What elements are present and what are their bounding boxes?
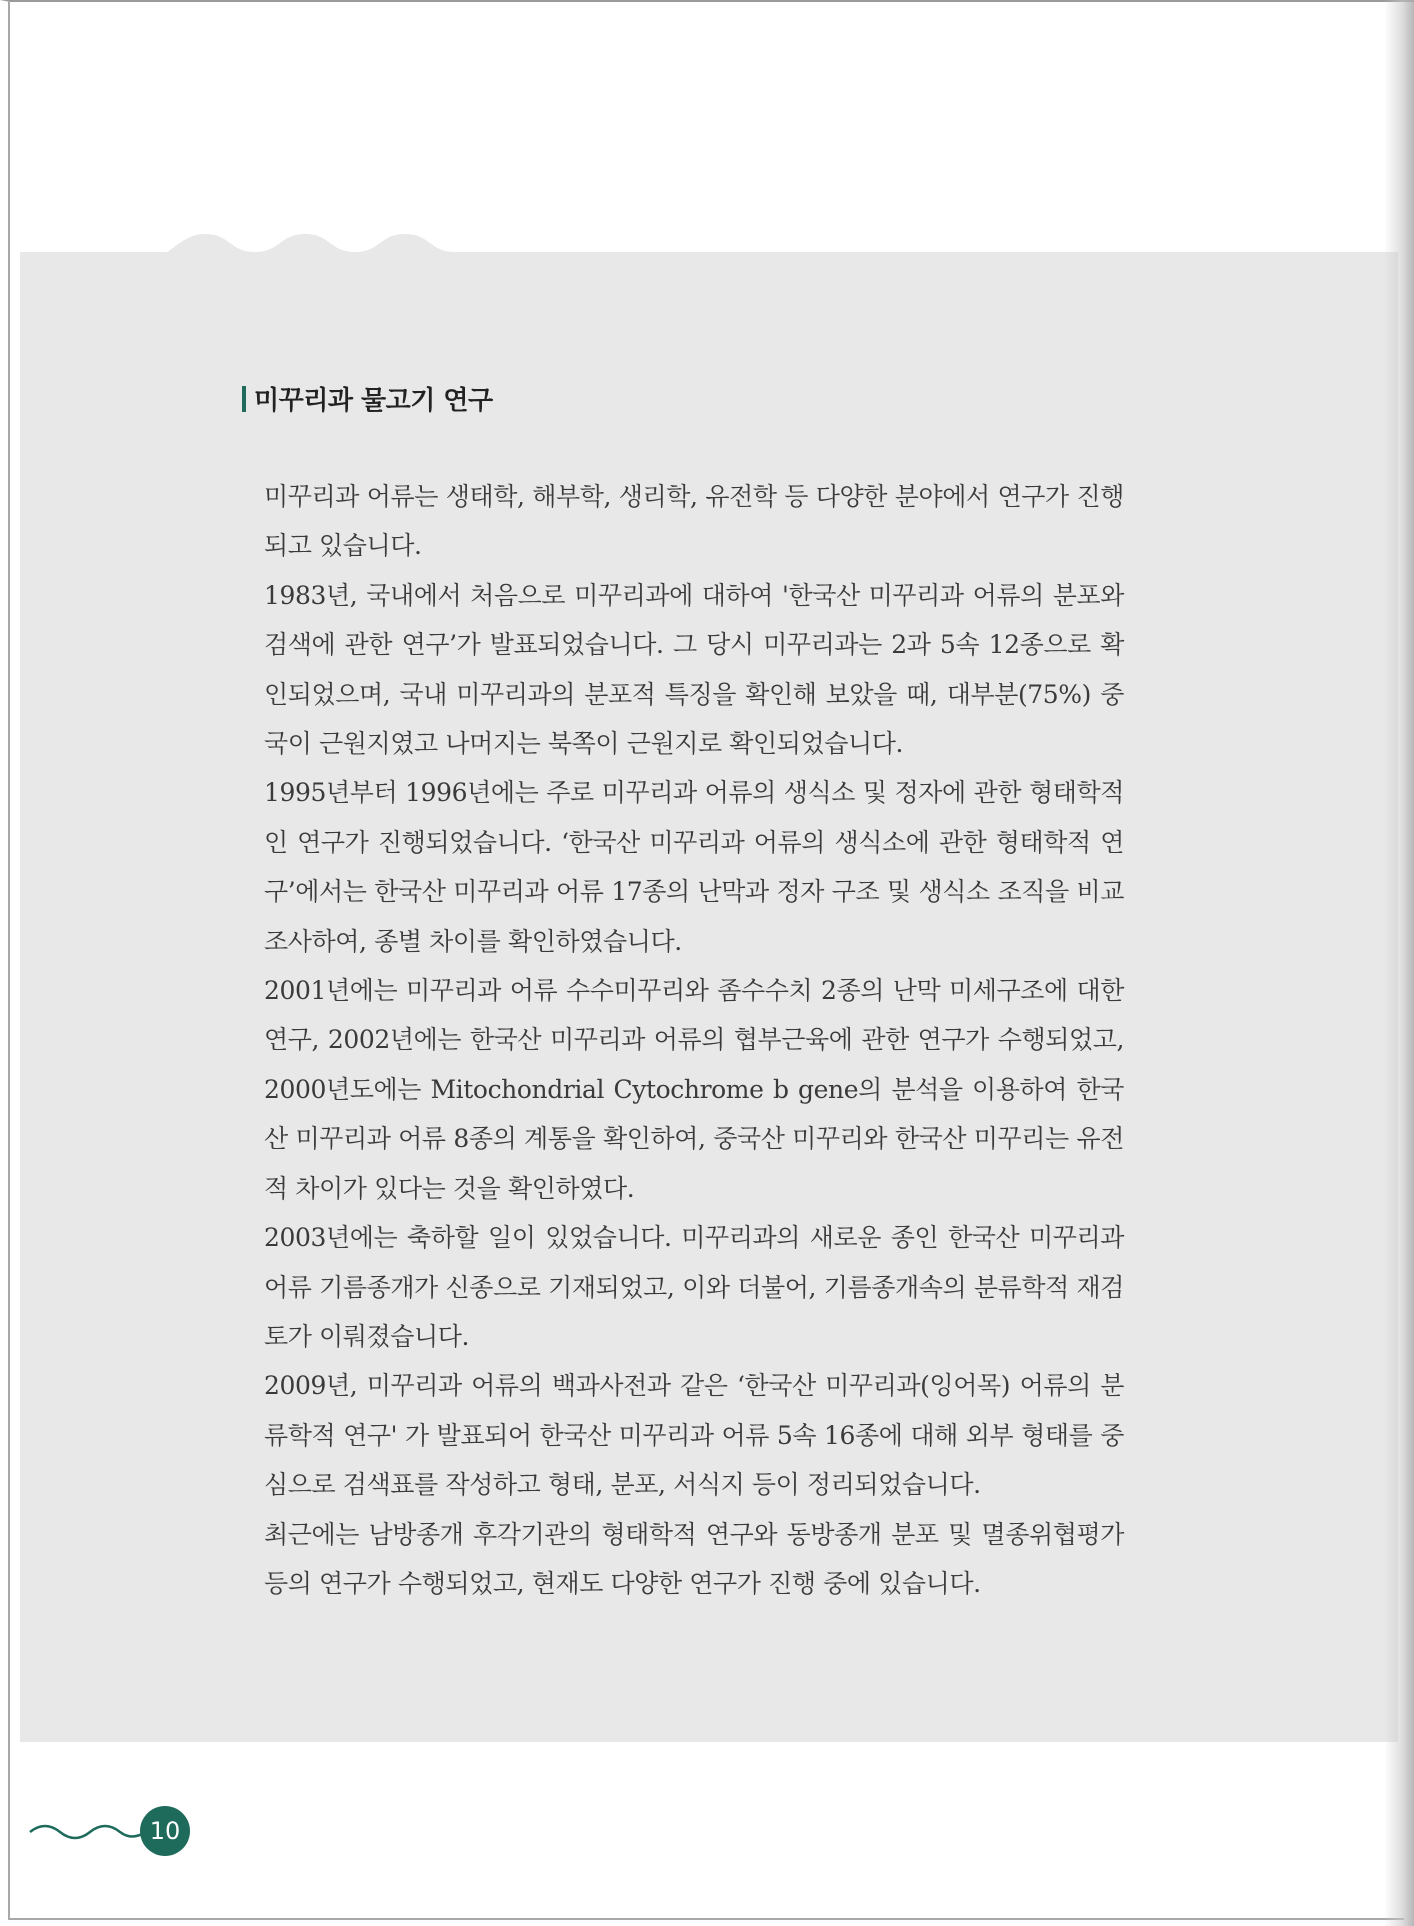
binding-shadow	[1384, 0, 1414, 1926]
paragraph: 최근에는 남방종개 후각기관의 형태학적 연구와 동방종개 분포 및 멸종위협평가 등의 연구가 수행되었고, 현재도 다양한 연구가 진행 중에 있습니다.	[264, 1519, 1124, 1598]
paragraph: 2001년에는 미꾸리과 어류 수수미꾸리와 좀수수치 2종의 난막 미세구조에 대한 연구, 2002년에는 한국산 미꾸리과 어류의 협부근육에 관한 연구가 수행되었고, 2000년도에는 Mitochondrial Cytochrome b gene의 분석을 이용하여 한국산 미꾸리과 어류 8종의 계통을 확인하여, 중국산 미꾸리와 한국산 미꾸리는 유전적 차이가 있다는 것을 확인하였다.	[264, 976, 1124, 1203]
heading-accent-bar	[242, 386, 246, 412]
page-number: 10	[140, 1806, 190, 1856]
paragraph: 1995년부터 1996년에는 주로 미꾸리과 어류의 생식소 및 정자에 관한 형태학적인 연구가 진행되었습니다. ‘한국산 미꾸리과 어류의 생식소에 관한 형태학적 연구’에서는 한국산 미꾸리과 어류 17종의 난막과 정자 구조 및 생식소 조직을 비교 조사하여, 종별 차이를 확인하였습니다.	[264, 778, 1124, 956]
paragraph: 미꾸리과 어류는 생태학, 해부학, 생리학, 유전학 등 다양한 분야에서 연구가 진행되고 있습니다.	[264, 482, 1124, 561]
paragraph: 1983년, 국내에서 처음으로 미꾸리과에 대하여 '한국산 미꾸리과 어류의 분포와 검색에 관한 연구’가 발표되었습니다. 그 당시 미꾸리과는 2과 5속 12종으로 확인되었으며, 국내 미꾸리과의 분포적 특징을 확인해 보았을 때, 대부분(75%) 중국이 근원지였고 나머지는 북쪽이 근원지로 확인되었습니다.	[264, 580, 1124, 759]
section-heading	[242, 380, 493, 417]
footer-wave-decoration	[28, 1810, 148, 1850]
section-title: 미꾸리과 물고기 연구	[254, 386, 493, 416]
wave-decoration	[150, 228, 530, 258]
paragraph: 2003년에는 축하할 일이 있었습니다. 미꾸리과의 새로운 종인 한국산 미꾸리과 어류 기름종개가 신종으로 기재되었고, 이와 더불어, 기름종개속의 분류학적 재검토가 이뤄졌습니다.	[264, 1223, 1124, 1351]
paragraph: 2009년, 미꾸리과 어류의 백과사전과 같은 ‘한국산 미꾸리과(잉어목) 어류의 분류학적 연구' 가 발표되어 한국산 미꾸리과 어류 5속 16종에 대해 외부 형태를 중심으로 검색표를 작성하고 형태, 분포, 서식지 등이 정리되었습니다.	[264, 1371, 1124, 1500]
body-text	[264, 472, 1124, 1608]
